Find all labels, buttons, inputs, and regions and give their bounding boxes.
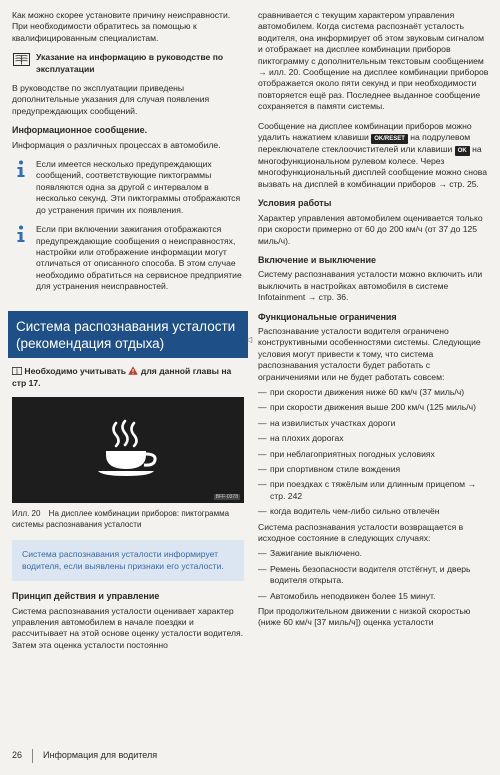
work-conditions-title: Условия работы bbox=[258, 198, 332, 209]
para2-part-b: на подрулевом переключателе стеклоочистителей или клавиши bbox=[258, 132, 471, 155]
footer-divider bbox=[32, 749, 33, 763]
list-item: — на извилистых участках дороги bbox=[258, 417, 396, 428]
list-item: — при неблагоприятных погодных условиях bbox=[258, 448, 435, 459]
manual-note bbox=[12, 52, 244, 75]
list-item: — при скорости движения выше 200 км/ч (125 миль/ч) bbox=[258, 402, 476, 413]
intro-paragraph: Как можно скорее установите причину неисправности. При необходимости обратитесь за помощью к квалифицированным специалистам. bbox=[12, 10, 231, 43]
book-icon bbox=[12, 52, 30, 75]
para2-part-a: Сообщение на дисплее комбинации приборов можно удалить нажатием клавиши bbox=[258, 120, 472, 143]
list-item: — Ремень безопасности водителя отстёгнут, и дверь водителя открыта. bbox=[258, 563, 471, 586]
manual-note-title: Указание на информацию в руководстве по эксплуатации bbox=[36, 52, 224, 74]
limitations-text: Распознавание усталости водителя ограничено конструктивными особенностями системы. Следующие условия могут привести к тому, что система распознавания усталости будет работать с ограничениями или не будет работать совсем: bbox=[258, 325, 481, 382]
ok-reset-key: OK/RESET bbox=[371, 134, 408, 144]
list-item: — при скорости движения ниже 60 км/ч (37 миль/ч) bbox=[258, 386, 465, 397]
coffee-cup-icon bbox=[94, 419, 162, 481]
section-title: Система распознавания усталости (рекомендация отдыха) bbox=[8, 311, 248, 358]
right-column bbox=[258, 10, 490, 637]
figure-caption-text: На дисплее комбинации приборов: пиктограмма системы распознавания усталости bbox=[12, 509, 230, 529]
manual-note-text: В руководстве по эксплуатации приведены дополнительные указания для случая появления предупреждающих сообщений. bbox=[12, 83, 210, 116]
list-item: — при поездках с тяжёлым или длинным прицепом → стр. 242 bbox=[258, 479, 477, 501]
info-message-text: Информация о различных процессах в автомобиле. bbox=[12, 139, 221, 150]
ok-key: OK bbox=[455, 146, 470, 156]
last-paragraph: При продолжительном движении с низкой скоростью (ниже 60 км/ч [37 миль/ч]) оценка усталости bbox=[258, 606, 471, 628]
limitations-title: Функциональные ограничения bbox=[258, 311, 397, 322]
reset-text: Система распознавания усталости возвращается в исходное состояние в следующих случаях: bbox=[258, 521, 464, 544]
tip-text: Если при включении зажигания отображаются предупреждающие сообщения о неисправностях, настройки или отображение информации могут отличаться от описанного способа. В этом случае необходимо обратиться на сервисное предприятие для устранения неисправностей. bbox=[36, 224, 242, 292]
left-column bbox=[12, 10, 244, 659]
figure-caption bbox=[12, 509, 244, 530]
attention-prefix: Необходимо учитывать bbox=[24, 365, 127, 376]
info-icon bbox=[12, 224, 30, 292]
tip-multiple-warnings bbox=[12, 159, 244, 216]
warning-icon bbox=[128, 366, 138, 378]
figure-number: Илл. 20 bbox=[12, 509, 41, 519]
attention-suffix: для данной главы на стр 17. bbox=[12, 365, 232, 388]
footer-section: Информация для водителя bbox=[43, 750, 158, 761]
principle-text: Система распознавания усталости оценивает характер управления автомобилем в начале поездки и рассчитывает на этой основе оценку усталости водителя. Затем эта оценка усталости постоянно bbox=[12, 605, 244, 650]
work-conditions-text: Характер управления автомобилем оценивается только при скорости примерно от 60 до 200 км/ч (от 37 до 125 миль/ч). bbox=[258, 212, 483, 246]
on-off-text: Систему распознавания усталости можно включить или выключить в настройках автомобиля в системе Infotainment → стр. 36. bbox=[258, 269, 483, 303]
list-item: — на плохих дорогах bbox=[258, 433, 344, 444]
reset-list bbox=[258, 548, 490, 602]
principle-title: Принцип действия и управление bbox=[12, 591, 160, 602]
instrument-display-illustration bbox=[12, 397, 244, 503]
attention-note bbox=[12, 366, 244, 390]
info-message-title: Информационное сообщение. bbox=[12, 125, 148, 136]
right-para-1: сравнивается с текущим характером управления автомобилем. Когда система распознаёт усталость водителя, она информирует об этом звуковым сигналом и отображает на дисплее комбинации приборов пиктограмму с дополнительным текстовым сообщением → илл. 20. Сообщение на дисплее комбинации приборов отображается около пяти секунд и при необходимости повторяется ещё раз. Последнее выданное сообщение сохраняется в памяти системы. bbox=[258, 10, 489, 112]
info-box: Система распознавания усталости информирует водителя, если выявлены признаки его усталости. bbox=[12, 540, 244, 581]
limitations-list bbox=[258, 387, 490, 518]
list-item: — Автомобиль неподвижен более 15 минут. bbox=[258, 590, 436, 601]
page-footer bbox=[12, 749, 157, 763]
tip-ignition-warnings bbox=[12, 224, 244, 292]
page-number: 26 bbox=[12, 750, 23, 761]
book-icon bbox=[12, 367, 22, 378]
para2-part-c: на многофункциональном рулевом колесе. Через многофункциональный дисплей сообщение можно снова вызвать на дисплей в комбинации приборов → стр. 25. bbox=[258, 144, 487, 189]
info-icon bbox=[12, 159, 30, 216]
continue-arrow-icon: ◁ bbox=[246, 335, 253, 344]
list-item: — когда водитель чем-либо сильно отвлечён bbox=[258, 506, 440, 517]
right-para-2 bbox=[258, 121, 490, 191]
list-item: — при спортивном стиле вождения bbox=[258, 464, 401, 474]
figure-code: BFF-0378 bbox=[215, 494, 238, 501]
list-item: — Зажигание выключено. bbox=[258, 548, 362, 559]
tip-text: Если имеется несколько предупреждающих сообщений, соответствующие пиктограммы появляются одна за другой с интервалом в несколько секунд. Эти пиктограммы отображаются до устранения причин их появления. bbox=[36, 159, 241, 215]
on-off-title: Включение и выключение bbox=[258, 254, 377, 265]
